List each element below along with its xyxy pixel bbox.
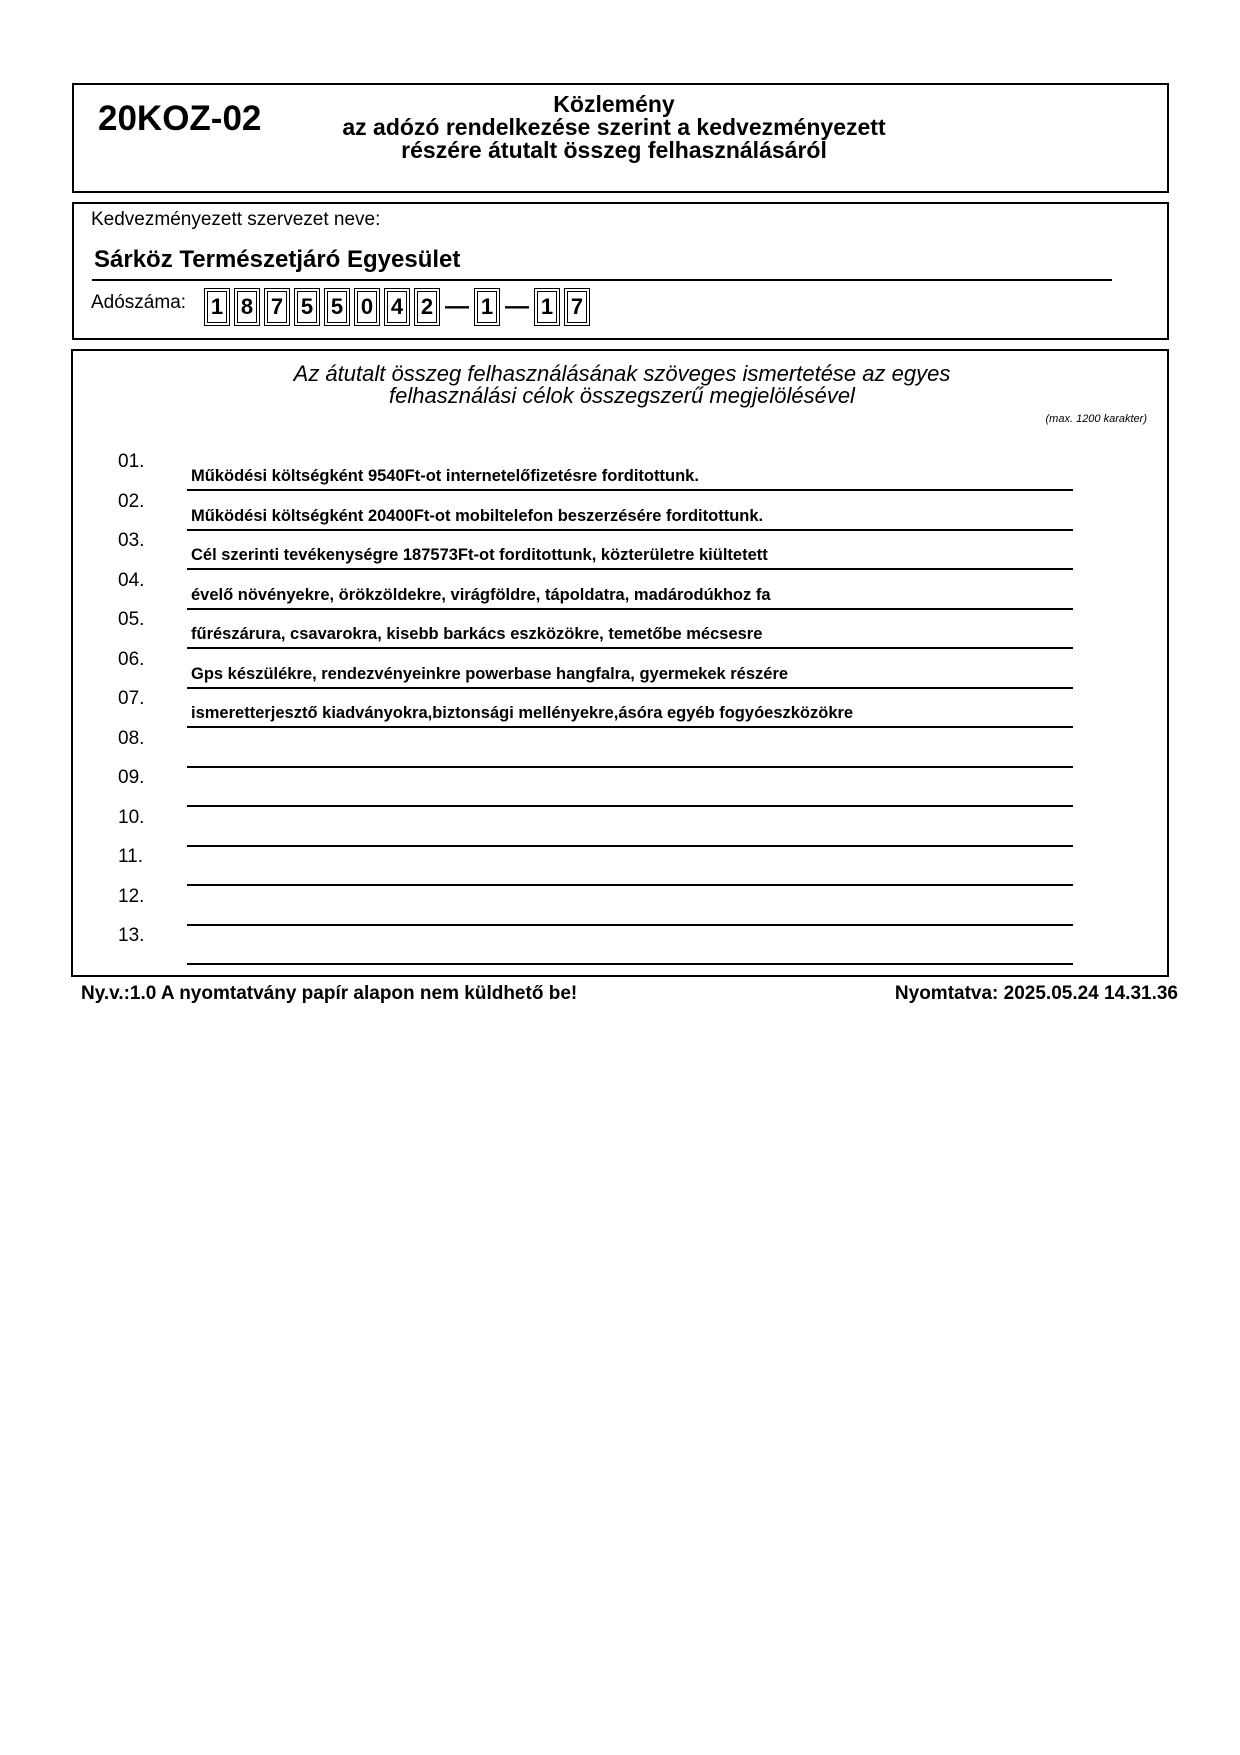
row-text: fűrészárura, csavarokra, kisebb barkács eszközökre, temetőbe mécsesre	[191, 625, 763, 643]
description-row	[73, 807, 1073, 846]
tax-separator: —	[505, 293, 529, 320]
tax-digit: 7	[567, 291, 587, 323]
tax-number-label: Adószáma:	[91, 292, 187, 313]
row-number: 01.	[118, 451, 145, 472]
footer-version-note: Ny.v.:1.0 A nyomtatvány papír alapon nem küldhető be!	[81, 983, 578, 1004]
max-characters-note: (max. 1200 karakter)	[1045, 413, 1147, 425]
row-number: 12.	[118, 885, 145, 907]
row-number: 03.	[118, 530, 145, 551]
tax-digit: 4	[387, 291, 407, 323]
organization-label: Kedvezményezett szervezet neve:	[91, 209, 381, 230]
row-text: Gps készülékre, rendezvényeinkre powerbase hangfalra, gyermekek részére	[191, 664, 789, 683]
row-number: 08.	[118, 727, 145, 749]
tax-digit: 8	[237, 291, 257, 323]
description-row	[73, 451, 1073, 490]
row-text: Működési költségként 9540Ft-ot internetelőfizetésre forditottunk.	[191, 467, 699, 485]
row-number: 13.	[118, 925, 145, 946]
tax-digit: 1	[207, 291, 227, 323]
tax-digit-box	[234, 288, 260, 326]
row-text: Cél szerinti tevékenységre 187573Ft-ot forditottunk, közterületre kiültetett	[191, 546, 768, 564]
tax-digit-box	[264, 288, 290, 326]
tax-digit-box	[474, 288, 500, 326]
description-row	[73, 767, 1073, 806]
description-title-line-1: Az átutalt összeg felhasználásának szöveges ismertetése az egyes	[293, 361, 951, 386]
title-line-2: az adózó rendelkezése szerint a kedvezményezett	[342, 114, 886, 140]
organization-box	[72, 202, 1169, 340]
tax-digit: 7	[267, 291, 287, 323]
tax-digit-box	[354, 288, 380, 326]
description-row	[73, 570, 1073, 609]
row-number: 10.	[118, 806, 145, 828]
row-number: 07.	[118, 688, 145, 709]
tax-digit-box	[324, 288, 350, 326]
row-number: 04.	[118, 569, 145, 591]
description-row	[73, 846, 1073, 885]
tax-digit: 0	[357, 291, 377, 323]
row-number: 05.	[118, 609, 145, 630]
tax-number	[204, 288, 594, 326]
row-text: évelő növényekre, örökzöldekre, virágföldre, tápoldatra, madárodúkhoz fa	[191, 585, 771, 604]
tax-digit: 5	[297, 291, 317, 323]
tax-digit-box	[294, 288, 320, 326]
tax-digit: 1	[537, 291, 557, 323]
tax-digit-box	[564, 288, 590, 326]
title-line-3: részére átutalt összeg felhasználásáról	[401, 137, 827, 163]
tax-digit-box	[534, 288, 560, 326]
description-box	[71, 349, 1169, 977]
tax-digit: 1	[477, 291, 497, 323]
tax-digit: 5	[327, 291, 347, 323]
row-text: Működési költségként 20400Ft-ot mobiltelefon beszerzésére forditottunk.	[191, 506, 764, 525]
footer-print-date: Nyomtatva: 2025.05.24 14.31.36	[894, 983, 1178, 1004]
organization-name: Sárköz Természetjáró Egyesület	[94, 246, 461, 273]
form-code: 20KOZ-02	[98, 99, 262, 138]
organization-underline	[92, 279, 1112, 281]
header-box	[72, 83, 1169, 193]
tax-digit-box	[414, 288, 440, 326]
row-number: 11.	[118, 846, 144, 867]
description-row	[73, 530, 1073, 569]
description-row	[73, 925, 1073, 964]
tax-separator: —	[445, 293, 469, 320]
description-row	[73, 649, 1073, 688]
tax-digit: 2	[417, 291, 437, 323]
description-title-line-2: felhasználási célok összegszerű megjelölésével	[389, 383, 855, 408]
row-number: 09.	[118, 767, 145, 788]
row-number: 06.	[118, 648, 145, 670]
description-row	[73, 886, 1073, 925]
description-title	[73, 363, 1171, 407]
form-title	[264, 93, 964, 162]
description-row	[73, 491, 1073, 530]
row-text: ismeretterjesztő kiadványokra,biztonsági mellényekre,ásóra egyéb fogyóeszközökre	[191, 704, 854, 722]
row-underline	[187, 963, 1073, 965]
title-line-1: Közlemény	[553, 91, 675, 117]
row-number: 02.	[118, 490, 145, 512]
description-row	[73, 609, 1073, 648]
tax-digit-box	[384, 288, 410, 326]
description-row	[73, 688, 1073, 727]
description-row	[73, 728, 1073, 767]
tax-digit-box	[204, 288, 230, 326]
